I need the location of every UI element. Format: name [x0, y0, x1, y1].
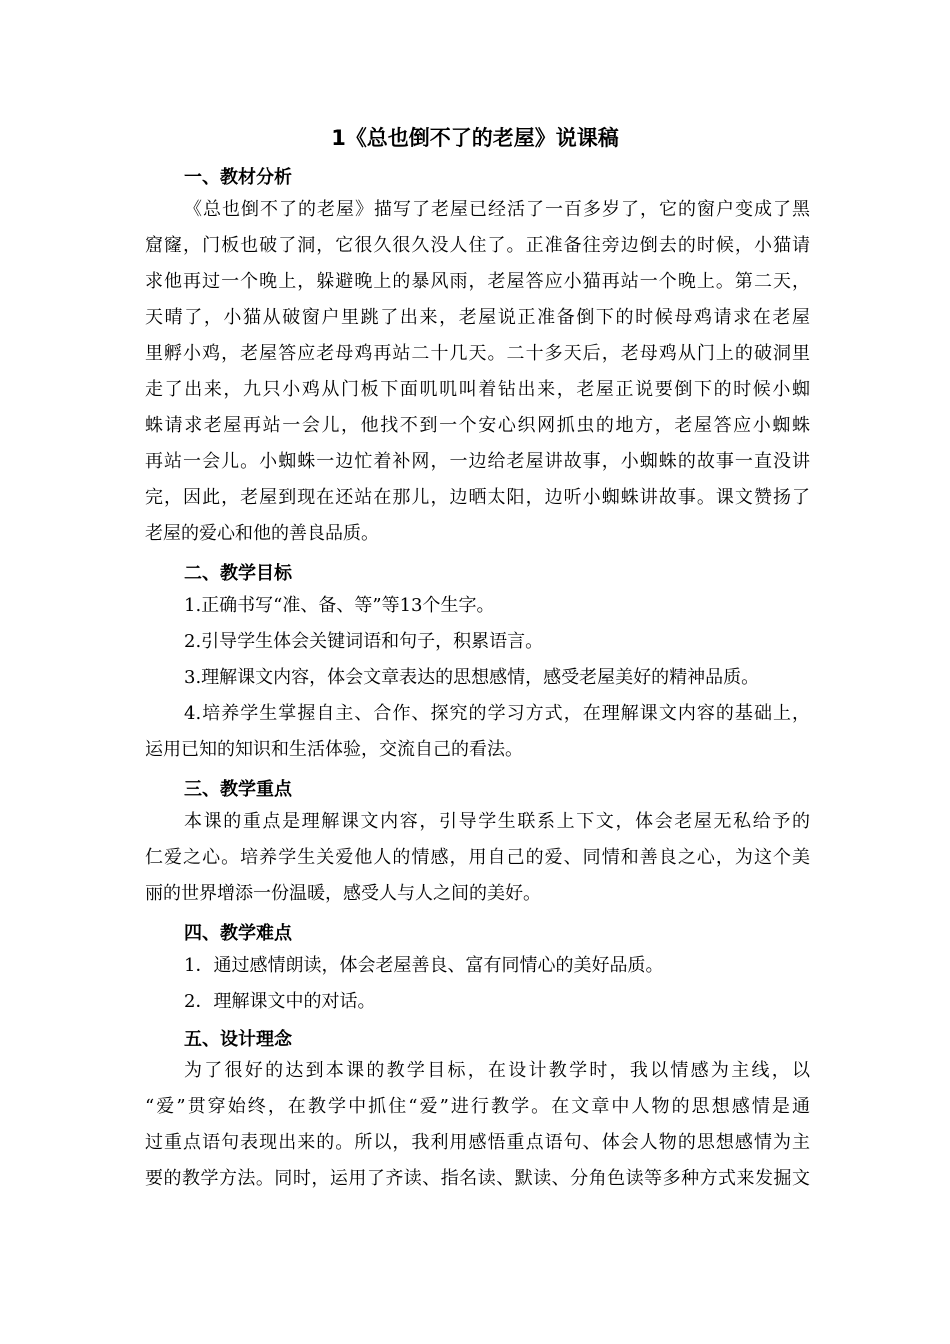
- paragraph-line: 运用已知的知识和生活体验，交流自己的看法。: [145, 739, 523, 760]
- paragraph-line: 里孵小鸡，老屋答应老母鸡再站二十几天。二十多天后，老母鸡从门上的破洞里: [145, 343, 810, 364]
- list-item: 4.培养学生掌握自主、合作、探究的学习方式，在理解课文内容的基础上，: [184, 703, 810, 724]
- paragraph-line: 天晴了，小猫从破窗户里跳了出来，老屋说正准备倒下的时候母鸡请求在老屋: [145, 307, 810, 328]
- section-heading-design-concept: 五、设计理念: [184, 1029, 292, 1050]
- paragraph-line: 要的教学方法。同时，运用了齐读、指名读、默读、分角色读等多种方式来发掘文: [145, 1168, 810, 1189]
- paragraph-line: 过重点语句表现出来的。所以，我利用感悟重点语句、体会人物的思想感情为主: [145, 1132, 810, 1153]
- list-item: 1.正确书写“准、备、等”等13个生字。: [184, 595, 495, 616]
- document-title: 1《总也倒不了的老屋》说课稿: [331, 126, 619, 150]
- paragraph-line: 走了出来，九只小鸡从门板下面叽叽叫着钻出来，老屋正说要倒下的时候小蜘: [145, 379, 810, 400]
- paragraph-line: 为了很好的达到本课的教学目标，在设计教学时，我以情感为主线，以: [184, 1060, 810, 1081]
- list-item: 2．理解课文中的对话。: [184, 991, 376, 1012]
- list-item: 3.理解课文内容，体会文章表达的思想感情，感受老屋美好的精神品质。: [184, 667, 760, 688]
- section-heading-difficulties: 四、教学难点: [184, 923, 292, 944]
- paragraph-line: 完，因此，老屋到现在还站在那儿，边晒太阳，边听小蜘蛛讲故事。课文赞扬了: [145, 487, 810, 508]
- paragraph-line: 求他再过一个晚上，躲避晚上的暴风雨，老屋答应小猫再站一个晚上。第二天，: [145, 271, 810, 292]
- paragraph-line: 《总也倒不了的老屋》描写了老屋已经活了一百多岁了，它的窗户变成了黑: [184, 199, 810, 220]
- list-item: 2.引导学生体会关键词语和句子，积累语言。: [184, 631, 544, 652]
- section-heading-textbook-analysis: 一、教材分析: [184, 167, 292, 188]
- paragraph-line: 再站一会儿。小蜘蛛一边忙着补网，一边给老屋讲故事，小蜘蛛的故事一直没讲: [145, 451, 810, 472]
- paragraph-line: 老屋的爱心和他的善良品质。: [145, 523, 379, 544]
- paragraph-line: 丽的世界增添一份温暖，感受人与人之间的美好。: [145, 883, 541, 904]
- paragraph-line: 窟窿，门板也破了洞，它很久很久没人住了。正准备往旁边倒去的时候，小猫请: [145, 235, 810, 256]
- paragraph-line: 蛛请求老屋再站一会儿，他找不到一个安心织网抓虫的地方，老屋答应小蜘蛛: [145, 415, 810, 436]
- paragraph-line: “爱”贯穿始终，在教学中抓住“爱”进行教学。在文章中人物的思想感情是通: [145, 1096, 810, 1117]
- list-item: 1．通过感情朗读，体会老屋善良、富有同情心的美好品质。: [184, 955, 664, 976]
- paragraph-line: 本课的重点是理解课文内容，引导学生联系上下文，体会老屋无私给予的: [184, 811, 810, 832]
- paragraph-line: 仁爱之心。培养学生关爱他人的情感，用自己的爱、同情和善良之心，为这个美: [145, 847, 810, 868]
- section-heading-key-points: 三、教学重点: [184, 779, 292, 800]
- section-heading-teaching-goals: 二、教学目标: [184, 563, 292, 584]
